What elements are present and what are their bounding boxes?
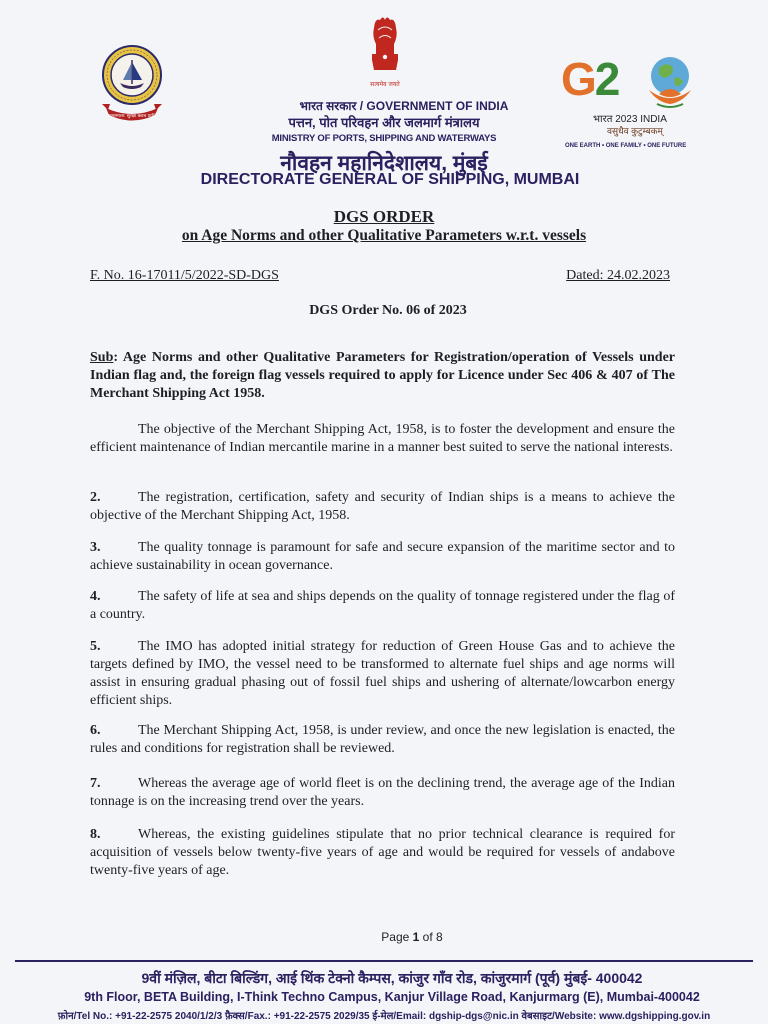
- page-separator: of: [419, 930, 437, 944]
- footer-contact: फ़ोन/Tel No.: +91-22-2575 2040/1/2/3 फ़ैक्स/Fax.: +91-22-2575 2029/35 ई-मेल/Email: dgship-dgs@nic.in वेबसाइट/Website: www.dgshipping.gov.in: [57, 1011, 711, 1022]
- ministry-hindi: पत्तन, पोत परिवहन और जलमार्ग मंत्रालय: [288, 115, 480, 130]
- emblem-motto-text: सत्यमेव जयते: [370, 81, 400, 88]
- subject-text: : Age Norms and other Qualitative Parameters for Registration/operation of Vessels under Indian flag and, the foreign flag vessels required to apply for Licence under Sec 406 & 407 of The Merchant Shipping Act 1958.: [90, 350, 675, 401]
- paragraph-number: 3.: [90, 540, 101, 555]
- paragraph-6: [90, 722, 675, 758]
- paragraph-text: The registration, certification, safety and security of Indian ships is a means to achieve the objective of the Merchant Shipping Act, 1958.: [90, 490, 675, 523]
- government-of-india-line: भारत सरकार / GOVERNMENT OF INDIA: [299, 99, 509, 113]
- national-emblem-logo: [364, 14, 406, 100]
- footer-divider: [15, 960, 753, 962]
- paragraph-text: The quality tonnage is paramount for safe and secure expansion of the maritime sector and to achieve sustainability in ocean governance.: [90, 540, 675, 573]
- seal-motto-text: सागरमाला: सुरक्षा कवच प्राप्ति: [107, 114, 157, 119]
- paragraph-text: The objective of the Merchant Shipping Act, 1958, is to foster the development and ensure the efficient maintenance of Indian mercantile marine in a manner best suited to serve the national interests.: [90, 422, 675, 455]
- g20-motto-hindi: वसुधैव कुटुम्बकम्: [607, 126, 663, 136]
- directorate-english: DIRECTORATE GENERAL OF SHIPPING, MUMBAI: [200, 171, 580, 188]
- paragraph-8: [90, 826, 675, 880]
- g20-year-line: भारत 2023 INDIA: [593, 114, 667, 125]
- subject-block: [90, 349, 675, 403]
- document-title: DGS ORDER: [333, 207, 435, 226]
- date-line: Dated: 24.02.2023: [566, 268, 670, 283]
- page-number: [0, 930, 768, 944]
- document-subtitle: on Age Norms and other Qualitative Parameters w.r.t. vessels: [181, 227, 587, 244]
- directorate-hindi: नौवहन महानिदेशालय, मुंबई: [280, 152, 488, 175]
- paragraph-text: The IMO has adopted initial strategy for reduction of Green House Gas and to achieve the targets defined by IMO, the vessel need to be transformed to alternate fuel ships and age norms will assist in ensuring gradual phasing out of fossil fuel ships and ushering of alternate/lowcarbon energy efficient ships.: [90, 639, 675, 708]
- order-number: DGS Order No. 06 of 2023: [309, 303, 467, 318]
- paragraph-7: [90, 775, 675, 811]
- g20-tagline: ONE EARTH • ONE FAMILY • ONE FUTURE: [565, 143, 687, 149]
- page-prefix: Page: [381, 930, 413, 944]
- paragraph-1: [90, 421, 675, 457]
- paragraph-text: The safety of life at sea and ships depends on the quality of tonnage registered under the flag of a country.: [90, 589, 675, 622]
- paragraph-text: Whereas, the existing guidelines stipulate that no prior technical clearance is required for acquisition of vessels below twenty-five years of age and would be required for vessels of andabove twenty-five years of age.: [90, 827, 675, 878]
- page-current: 1: [412, 930, 420, 944]
- page-total: 8: [436, 930, 443, 944]
- file-number: F. No. 16-17011/5/2022-SD-DGS: [90, 268, 279, 283]
- paragraph-number: 7.: [90, 776, 101, 791]
- paragraph-number: 8.: [90, 827, 101, 842]
- paragraph-number: 2.: [90, 490, 101, 505]
- ministry-english: MINISTRY OF PORTS, SHIPPING AND WATERWAYS: [271, 133, 497, 144]
- paragraph-2: [90, 489, 675, 525]
- globe-lotus-icon: [645, 54, 695, 110]
- paragraph-number: 5.: [90, 639, 101, 654]
- paragraph-text: Whereas the average age of world fleet is on the declining trend, the average age of the Indian tonnage is on the increasing trend over the years.: [90, 776, 675, 809]
- paragraph-4: [90, 588, 675, 624]
- paragraph-number: 4.: [90, 589, 101, 604]
- g20-logo-text: G2: [561, 53, 619, 105]
- footer-address-hindi: 9वीं मंज़िल, बीटा बिल्डिंग, आई थिंक टेक्नो कैम्पस, कांजुर गाँव रोड, कांजुरमार्ग (पूर्व) मुंबई- 400042: [141, 970, 643, 986]
- g20-india-logo: [561, 52, 701, 152]
- paragraph-text: The Merchant Shipping Act, 1958, is under review, and once the new legislation is enacted, the rules and conditions for registration shall be reviewed.: [90, 723, 675, 756]
- paragraph-3: [90, 539, 675, 575]
- subject-label: Sub: [90, 350, 114, 365]
- footer-address-english: 9th Floor, BETA Building, I-Think Techno Campus, Kanjur Village Road, Kanjurmarg (E), Mumbai-400042: [84, 990, 700, 1004]
- paragraph-5: [90, 638, 675, 710]
- paragraph-number: 6.: [90, 723, 101, 738]
